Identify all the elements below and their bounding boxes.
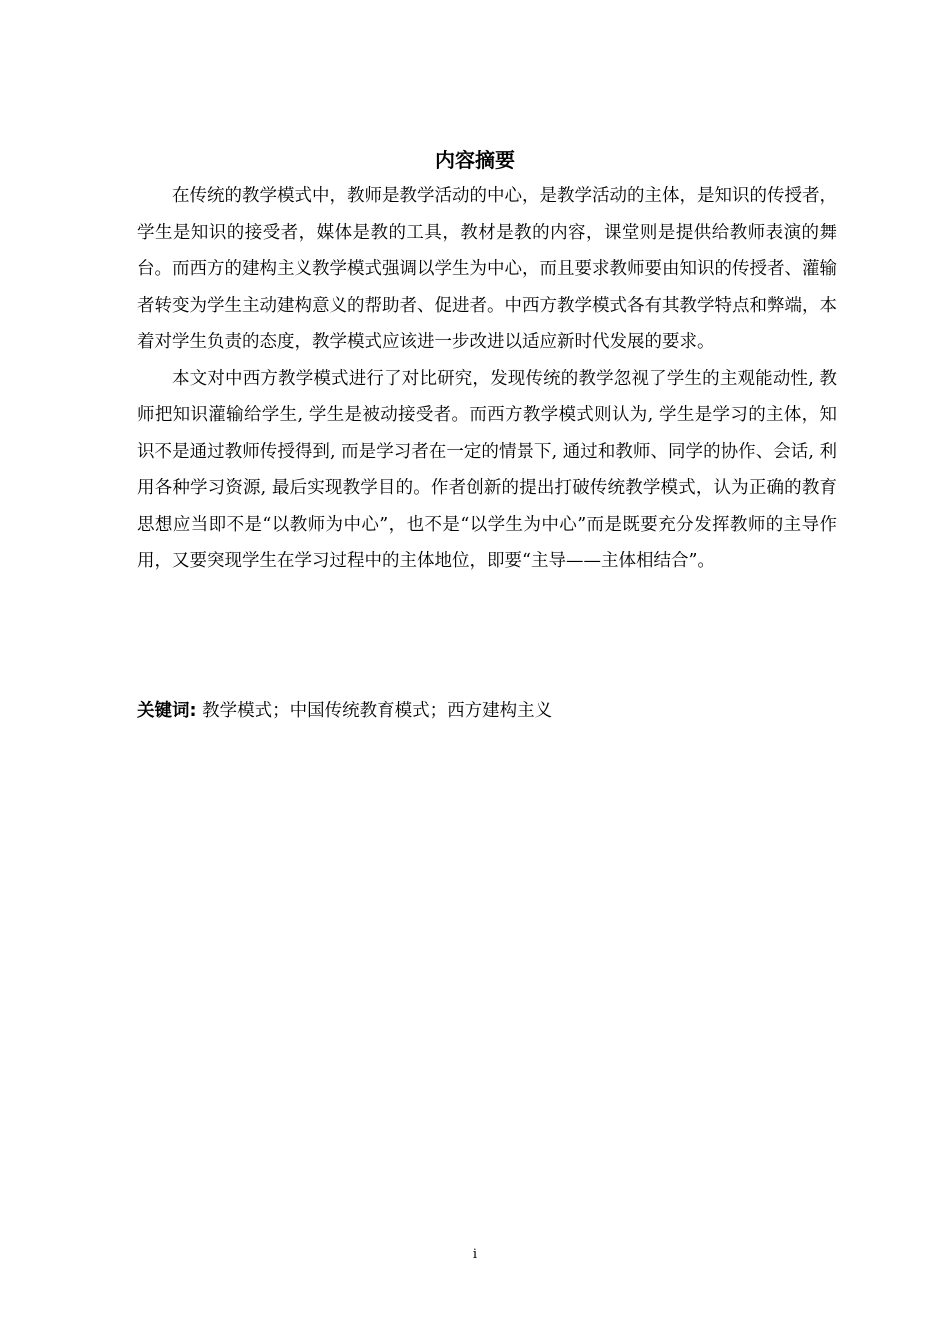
page-number: i <box>472 1247 478 1262</box>
abstract-paragraph-2: 本文对中西方教学模式进行了对比研究，发现传统的教学忽视了学生的主观能动性, 教师把知识灌输给学生, 学生是被动接受者。而西方教学模式则认为, 学生是学习的主体，知识不是通过教师传授得到, 而是学习者在一定的情景下, 通过和教师、同学的协作、会话, 利用各种学习资源, 最后实现教学目的。作者创新的提出打破传统教学模式，认为正确的教育思想应当即不是“以教师为中心”，也不是“以学生为中心”而是既要充分发挥教师的主导作用，又要突现学生在学习过程中的主体地位，即要“主导——主体相结合”。 <box>137 368 837 571</box>
keywords-label: 关键词: <box>137 701 197 721</box>
abstract-title: 内容摘要 <box>435 148 515 172</box>
abstract-body <box>137 178 837 580</box>
keywords-text: 教学模式；中国传统教育模式；西方建构主义 <box>202 701 553 721</box>
keywords-line <box>137 696 837 726</box>
abstract-paragraph-1: 在传统的教学模式中，教师是教学活动的中心，是教学活动的主体，是知识的传授者，学生是知识的接受者，媒体是教的工具，教材是教的内容，课堂则是提供给教师表演的舞台。而西方的建构主义教学模式强调以学生为中心，而且要求教师要由知识的传授者、灌输者转变为学生主动建构意义的帮助者、促进者。中西方教学模式各有其教学特点和弊端，本着对学生负责的态度，教学模式应该进一步改进以适应新时代发展的要求。 <box>137 186 837 352</box>
